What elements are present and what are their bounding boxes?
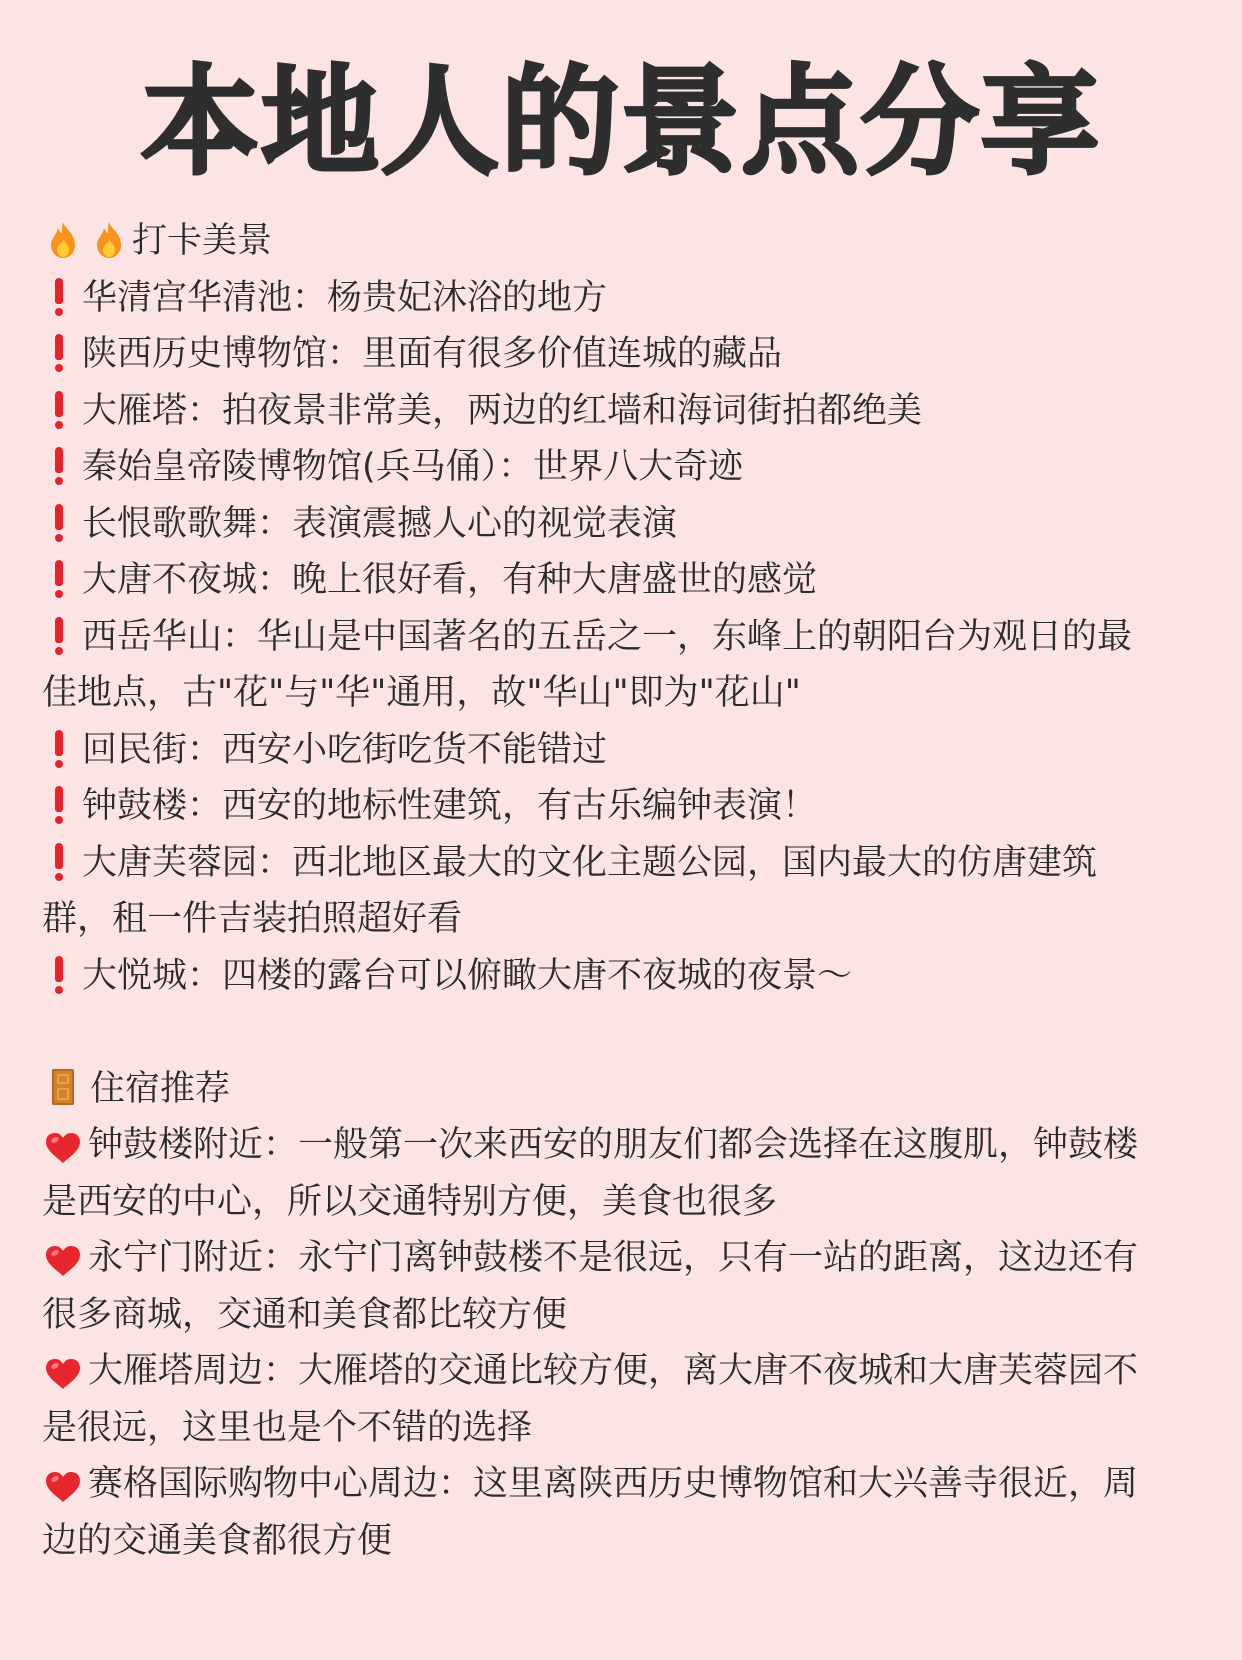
- list-item-continuation: [42, 1174, 1202, 1231]
- section-heading-sights: [42, 213, 1202, 270]
- page-title: 本地人的景点分享: [140, 53, 1101, 191]
- list-item-continuation: [42, 1287, 1202, 1344]
- list-item-text: 长恨歌歌舞：表演震撼人心的视觉表演: [82, 503, 678, 544]
- list-item-text: 西岳华山：华山是中国著名的五岳之一，东峰上的朝阳台为观日的最: [82, 616, 1133, 657]
- list-item: [42, 383, 1202, 440]
- section-heading-text: 住宿推荐: [90, 1068, 231, 1109]
- list-item: [42, 439, 1202, 496]
- list-item: [42, 778, 1202, 835]
- list-item-text: 大唐芙蓉园：西北地区最大的文化主题公园，国内最大的仿唐建筑: [82, 842, 1098, 883]
- list-item: [42, 609, 1202, 666]
- list-item: [42, 835, 1202, 892]
- list-item: [42, 1117, 1202, 1174]
- list-item-text: 大唐不夜城：晚上很好看，有种大唐盛世的感觉: [82, 560, 818, 600]
- list-item-text: 大雁塔：拍夜景非常美，两边的红墙和海词街拍都绝美: [82, 390, 923, 431]
- list-item-text: 大悦城：四楼的露台可以俯瞰大唐不夜城的夜景～: [82, 955, 853, 996]
- list-item-continuation: [42, 891, 1202, 948]
- section-heading-text: 打卡美景: [132, 221, 273, 261]
- article-body: [42, 213, 1202, 1569]
- list-item-text: 边的交通美食都很方便: [42, 1520, 393, 1561]
- exclamation-icon: [52, 332, 66, 372]
- heart-icon: [44, 1239, 82, 1273]
- heart-icon: [44, 1465, 82, 1499]
- list-item-text: 永宁门附近：永宁门离钟鼓楼不是很远，只有一站的距离，这边还有: [88, 1238, 1139, 1278]
- list-item-text: 赛格国际购物中心周边：这里离陕西历史博物馆和大兴善寺很近，周: [88, 1464, 1139, 1504]
- fire-icon: [48, 220, 78, 258]
- list-item: [42, 948, 1202, 1005]
- list-item-continuation: [42, 665, 1202, 722]
- list-item-text: 秦始皇帝陵博物馆(兵马俑）：世界八大奇迹: [82, 447, 744, 487]
- exclamation-icon: [52, 784, 66, 824]
- list-item-text: 是西安的中心，所以交通特别方便，美食也很多: [42, 1181, 778, 1222]
- list-item: [42, 1343, 1202, 1400]
- exclamation-icon: [52, 389, 66, 429]
- section-spacer: [42, 1004, 1202, 1061]
- list-item-text: 佳地点，古"花"与"华"通用，故"华山"即为"花山": [42, 673, 801, 713]
- list-item-text: 很多商城，交通和美食都比较方便: [42, 1294, 568, 1335]
- exclamation-icon: [52, 276, 66, 316]
- list-item-text: 华清宫华清池：杨贵妃沐浴的地方: [82, 277, 608, 318]
- exclamation-icon: [52, 728, 66, 768]
- list-item: [42, 552, 1202, 609]
- list-item-continuation: [42, 1400, 1202, 1457]
- door-icon: [52, 1069, 74, 1105]
- list-item: [42, 1230, 1202, 1287]
- list-item-text: 钟鼓楼：西安的地标性建筑，有古乐编钟表演！: [82, 786, 818, 826]
- exclamation-icon: [52, 558, 66, 598]
- exclamation-icon: [52, 502, 66, 542]
- section-heading-lodging: [42, 1061, 1202, 1118]
- list-item-text: 回民街：西安小吃街吃货不能错过: [82, 729, 608, 770]
- heart-icon: [44, 1352, 82, 1386]
- exclamation-icon: [52, 954, 66, 994]
- list-item-text: 大雁塔周边：大雁塔的交通比较方便，离大唐不夜城和大唐芙蓉园不: [88, 1351, 1139, 1391]
- list-item-text: 群，租一件吉装拍照超好看: [42, 899, 463, 939]
- exclamation-icon: [52, 841, 66, 881]
- list-item-continuation: [42, 1513, 1202, 1570]
- list-item-text: 钟鼓楼附近：一般第一次来西安的朋友们都会选择在这腹肌，钟鼓楼: [88, 1125, 1139, 1165]
- list-item-text: 陕西历史博物馆：里面有很多价值连城的藏品: [82, 334, 783, 374]
- list-item: [42, 326, 1202, 383]
- fire-icon: [94, 220, 124, 258]
- exclamation-icon: [52, 615, 66, 655]
- list-item: [42, 722, 1202, 779]
- heart-icon: [44, 1126, 82, 1160]
- list-item: [42, 1456, 1202, 1513]
- exclamation-icon: [52, 445, 66, 485]
- list-item: [42, 270, 1202, 327]
- list-item: [42, 496, 1202, 553]
- list-item-text: 是很远，这里也是个不错的选择: [42, 1407, 533, 1448]
